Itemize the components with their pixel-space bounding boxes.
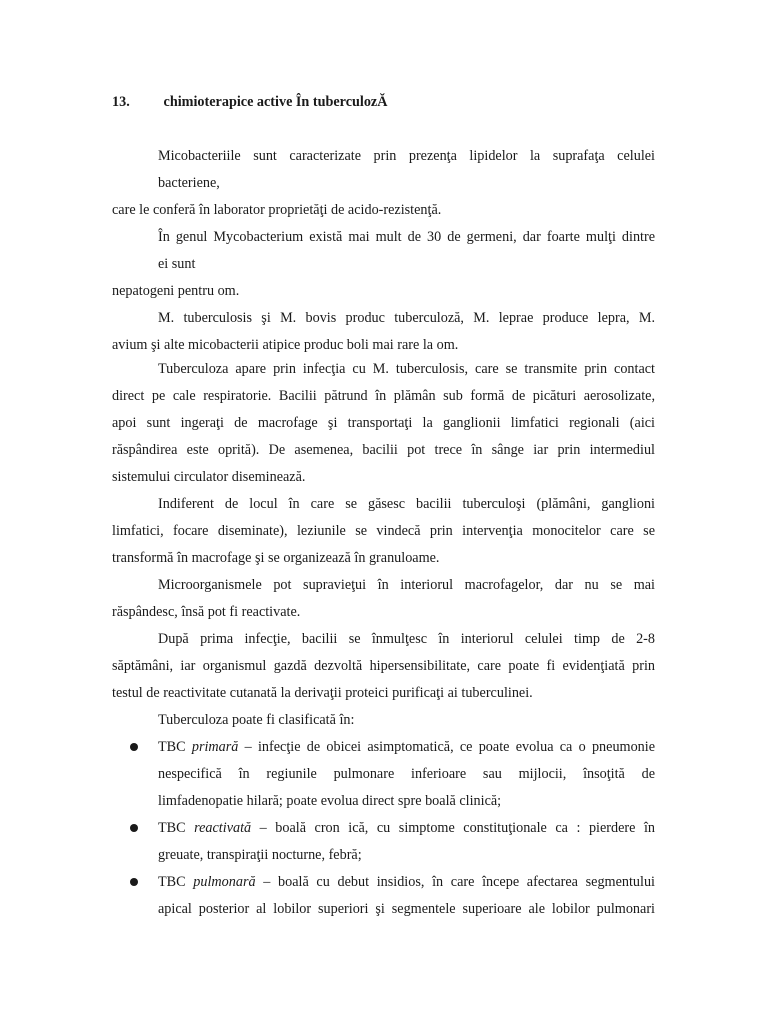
paragraph-line: nepatogeni pentru om.: [112, 283, 240, 299]
list-item-term: pulmonară: [193, 874, 256, 890]
list-item-line: [158, 737, 655, 757]
paragraph-line: care le conferă în laborator proprietăţi de acido-rezistenţă.: [112, 202, 442, 218]
paragraph-line: Microorganismele pot supravieţui în interiorul macrofagelor, dar nu se mai: [158, 577, 655, 593]
paragraph-line: sistemului circulator diseminează.: [112, 469, 306, 485]
paragraph-line: bacteriene,: [158, 175, 220, 191]
paragraph-line: răspândesc, însă pot fi reactivate.: [112, 604, 301, 620]
paragraph-line: Tuberculoza poate fi clasificată în:: [158, 712, 355, 728]
list-item-term: reactivată: [194, 820, 252, 836]
section-title: chimioterapice active În tuberculozĂ: [163, 94, 388, 110]
section-number: 13.: [112, 94, 130, 110]
bullet-icon: [130, 824, 138, 832]
paragraph-line: După prima infecţie, bacilii se înmulţesc în interiorul celulei timp de 2-8: [158, 631, 655, 647]
paragraph-line: apoi sunt ingeraţi de macrofage şi transportaţi la ganglionii limfatici regionali (aici: [112, 415, 655, 431]
paragraph-line: ei sunt: [158, 256, 196, 272]
paragraph-line: răspândirea este oprită). De asemenea, bacilii pot trece în sânge iar prin intermediul: [112, 442, 655, 458]
paragraph-line: Indiferent de locul în care se găsesc bacilii tuberculoşi (plămâni, ganglioni: [158, 496, 655, 512]
bullet-icon: [130, 878, 138, 886]
paragraph-line: Tuberculoza apare prin infecţia cu M. tuberculosis, care se transmite prin contact: [158, 361, 655, 377]
list-item-line: apical posterior al lobilor superiori şi segmentele superioare ale lobilor pulmonari: [158, 901, 655, 917]
paragraph-line: testul de reactivitate cutanată la derivaţii proteici purificaţi ai tuberculinei.: [112, 685, 533, 701]
list-item-prefix: TBC: [158, 820, 195, 836]
bullet-icon: [130, 743, 138, 751]
paragraph-line: limfatici, focare diseminate), leziunile se vindecă prin intervenţia monocitelor care se: [112, 523, 655, 539]
list-item-text: – boală cron ică, cu simptome constituţionale ca : pierdere în: [251, 820, 655, 836]
list-item-prefix: TBC: [158, 874, 194, 890]
list-item-line: nespecifică în regiunile pulmonare inferioare sau mijlocii, însoţită de: [158, 766, 655, 782]
paragraph-line: transformă în macrofage şi se organizează în granuloame.: [112, 550, 440, 566]
paragraph-line: avium şi alte micobacterii atipice produc boli mai rare la om.: [112, 337, 459, 353]
paragraph-line: În genul Mycobacterium există mai mult de 30 de germeni, dar foarte mulţi dintre: [158, 229, 655, 245]
paragraph-line: Micobacteriile sunt caracterizate prin prezenţa lipidelor la suprafaţa celulei: [158, 148, 655, 164]
list-item-term: primară: [191, 739, 239, 755]
list-item-line: limfadenopatie hilară; poate evolua direct spre boală clinică;: [158, 793, 502, 809]
list-item-line: greuate, transpiraţii nocturne, febră;: [158, 847, 362, 863]
list-item-line: [158, 818, 655, 838]
paragraph-line: direct pe cale respiratorie. Bacilii pătrund în plămân sub formă de picături aerosolizate,: [112, 388, 655, 404]
list-item-text: – infecţie de obicei asimptomatică, ce poate evolua ca o pneumonie: [238, 739, 655, 755]
list-item-text: – boală cu debut insidios, în care începe afectarea segmentului: [255, 874, 656, 890]
paragraph-line: M. tuberculosis şi M. bovis produc tuberculoză, M. leprae produce lepra, M.: [158, 310, 655, 326]
paragraph-line: săptămâni, iar organismul gazdă dezvoltă hipersensibilitate, care poate fi evidenţiată prin: [112, 658, 655, 674]
section-heading: [112, 92, 708, 112]
list-item-line: [158, 872, 655, 892]
list-item-prefix: TBC: [158, 739, 192, 755]
